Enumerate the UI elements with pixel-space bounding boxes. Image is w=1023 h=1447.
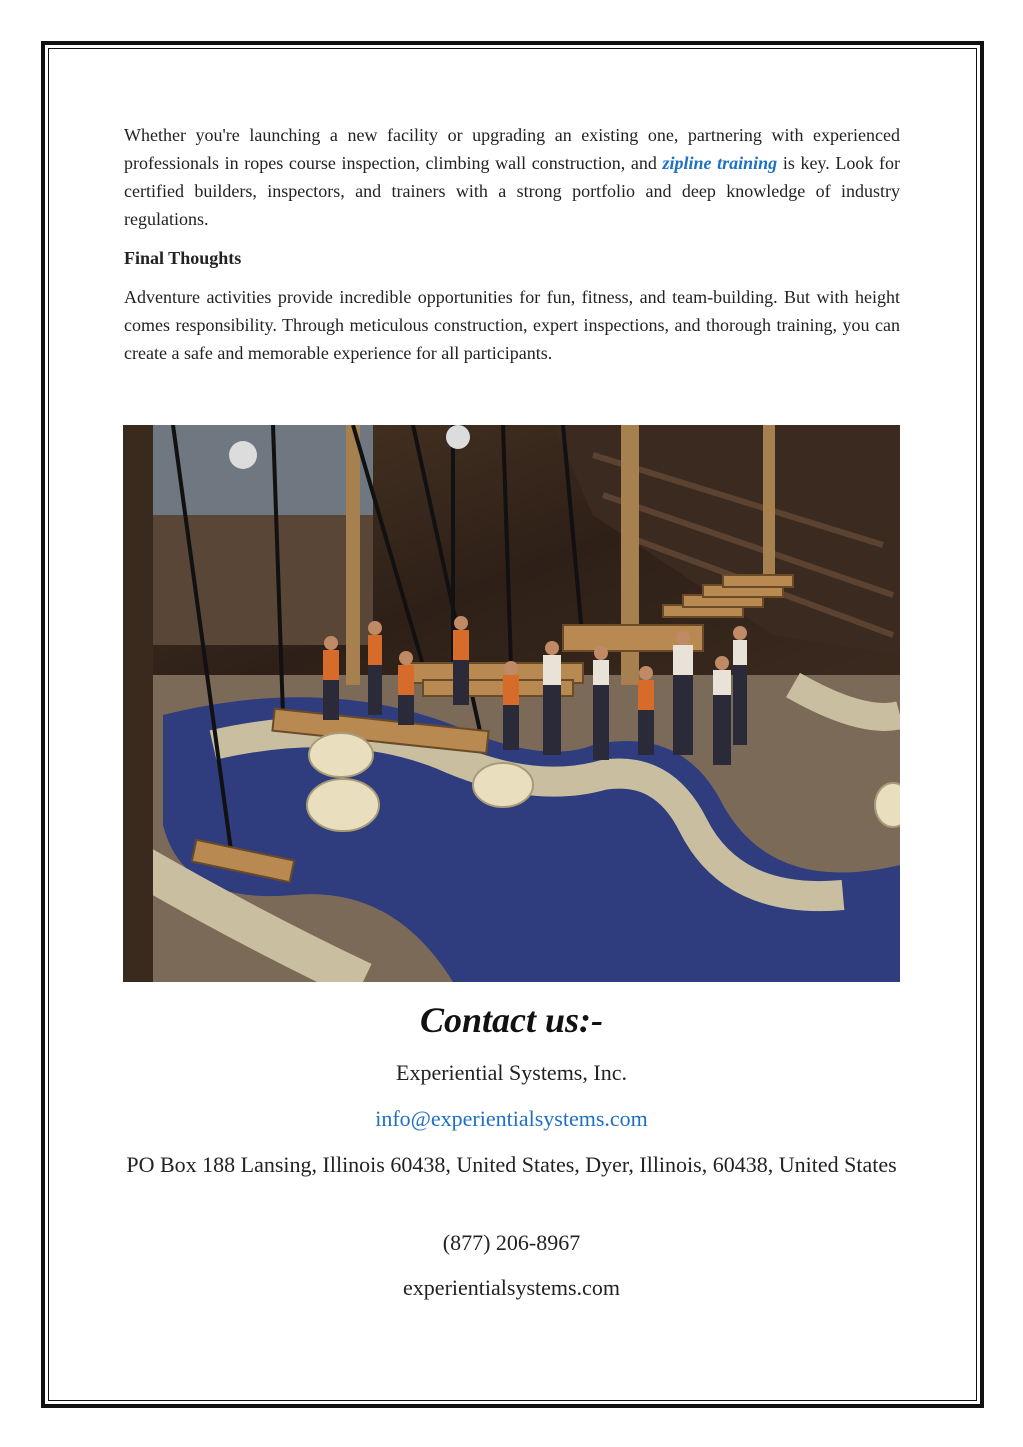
contact-email-link[interactable]: info@experientialsystems.com	[375, 1106, 648, 1131]
article-body	[124, 121, 900, 367]
paragraph-text-start: Whether you're launching a new facility or upgrading an existing one, partnering with experienced professionals in ropes course inspection, climbing wall construction, and	[124, 125, 900, 173]
zipline-training-link[interactable]: zipline training	[662, 153, 778, 173]
paragraph-text-end: is key. Look for certified builders, inspectors, and trainers with a strong portfolio and deep knowledge of industry regulations.	[124, 153, 900, 229]
paragraph-partnering	[124, 121, 900, 233]
contact-address: PO Box 188 Lansing, Illinois 60438, United States, Dyer, Illinois, 60438, United States	[126, 1152, 897, 1177]
paragraph-final-thoughts: Adventure activities provide incredible opportunities for fun, fitness, and team-building. But with height comes responsibility. Through meticulous construction, expert inspections, and thorough training, you can create a safe and memorable experience for all participants.	[124, 287, 900, 363]
contact-heading: Contact us:-	[419, 1000, 604, 1040]
company-name: Experiential Systems, Inc.	[396, 1060, 627, 1085]
contact-website[interactable]: experientialsystems.com	[403, 1275, 620, 1300]
section-heading-final-thoughts: Final Thoughts	[124, 248, 242, 268]
contact-phone: (877) 206-8967	[442, 1230, 581, 1255]
ropes-course-photo	[123, 425, 900, 982]
